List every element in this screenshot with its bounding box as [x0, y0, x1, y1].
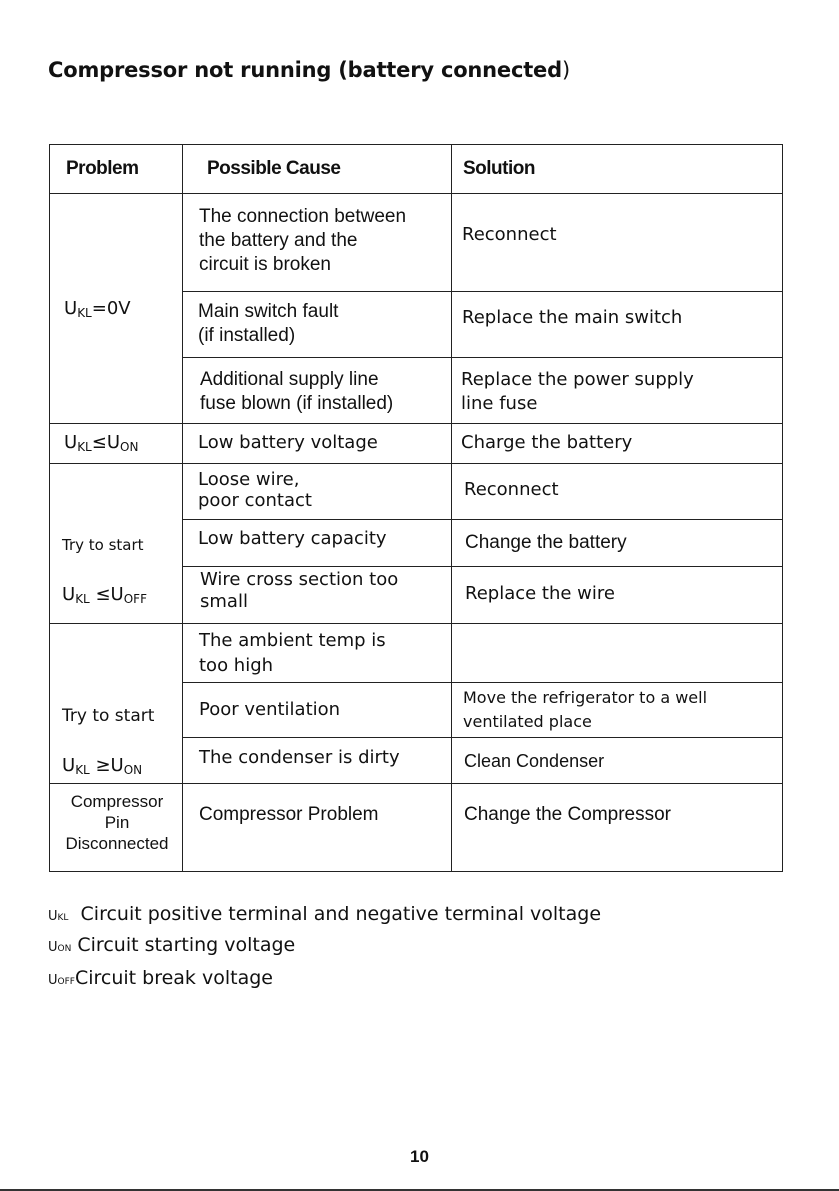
cause-loose-wire: Loose wire, poor contact [198, 469, 312, 511]
cause-main-switch: Main switch fault (if installed) [198, 301, 339, 346]
solution-replace-switch: Replace the main switch [462, 307, 683, 328]
row-divider-group4 [50, 783, 782, 784]
header-solution: Solution [463, 158, 535, 179]
cause-dirty-condenser: The condenser is dirty [199, 747, 400, 768]
legend-uoff: UOFFCircuit break voltage [48, 967, 273, 989]
header-problem: Problem [66, 158, 139, 179]
row-divider-sub [182, 682, 782, 683]
problem-ukl-zero: $U_{KL}=0V$ [64, 298, 131, 320]
cause-compressor-problem: Compressor Problem [199, 804, 379, 825]
cause-wire-section: Wire cross section too small [200, 569, 399, 612]
problem-try-start-label: Try to start [62, 536, 144, 554]
solution-change-battery: Change the battery [465, 532, 627, 553]
cause-low-voltage: Low battery voltage [198, 432, 378, 453]
solution-reconnect: Reconnect [464, 479, 559, 500]
solution-clean-condenser: Clean Condenser [464, 751, 605, 771]
solution-charge-battery: Charge the battery [461, 432, 633, 453]
problem-try-start-label: Try to start [62, 706, 155, 726]
row-divider-header [50, 193, 782, 194]
col-divider-2 [451, 145, 452, 871]
legend-ukl: UKL Circuit positive terminal and negative terminal voltage [48, 903, 602, 925]
troubleshooting-table [49, 144, 783, 872]
row-divider-sub [182, 291, 782, 292]
row-divider-group2 [50, 463, 782, 464]
page-title [48, 58, 570, 82]
row-divider-sub [182, 566, 782, 567]
problem-ukl-le-uon: $U_{KL}\le U_{ON}$ [64, 432, 139, 454]
solution-replace-wire: Replace the wire [465, 583, 615, 604]
row-divider-sub [182, 357, 782, 358]
problem-try-start-uon: Try to start $U_{KL} \ge U_{ON}$ [62, 706, 155, 777]
cause-poor-ventilation: Poor ventilation [199, 699, 341, 720]
cause-ambient-temp: The ambient temp is too high [199, 630, 386, 676]
title-text: Compressor not running (battery connected [48, 58, 562, 82]
cause-fuse-blown: Additional supply line fuse blown (if installed) [200, 369, 394, 414]
problem-try-start-uoff: Try to start $U_{KL} \le U_{OFF}$ [62, 509, 147, 635]
cause-connection-broken: The connection between the battery and the circuit is broken [199, 206, 407, 275]
row-divider-group3 [50, 623, 782, 624]
problem-compressor-pin: Compressor Pin Disconnected [65, 792, 169, 853]
legend-uon: UON Circuit starting voltage [48, 934, 296, 956]
page-number: 10 [410, 1147, 429, 1166]
solution-replace-fuse: Replace the power supply line fuse [461, 369, 694, 414]
row-divider-sub [182, 519, 782, 520]
title-close-paren: ) [561, 58, 570, 82]
solution-move-refrigerator: Move the refrigerator to a well ventilated place [463, 688, 708, 731]
row-divider-sub [182, 737, 782, 738]
row-divider-group1 [50, 423, 782, 424]
cause-low-capacity: Low battery capacity [198, 528, 387, 549]
header-cause: Possible Cause [207, 158, 341, 179]
col-divider-1 [182, 145, 183, 871]
solution-reconnect: Reconnect [462, 224, 557, 245]
solution-change-compressor: Change the Compressor [464, 804, 671, 825]
